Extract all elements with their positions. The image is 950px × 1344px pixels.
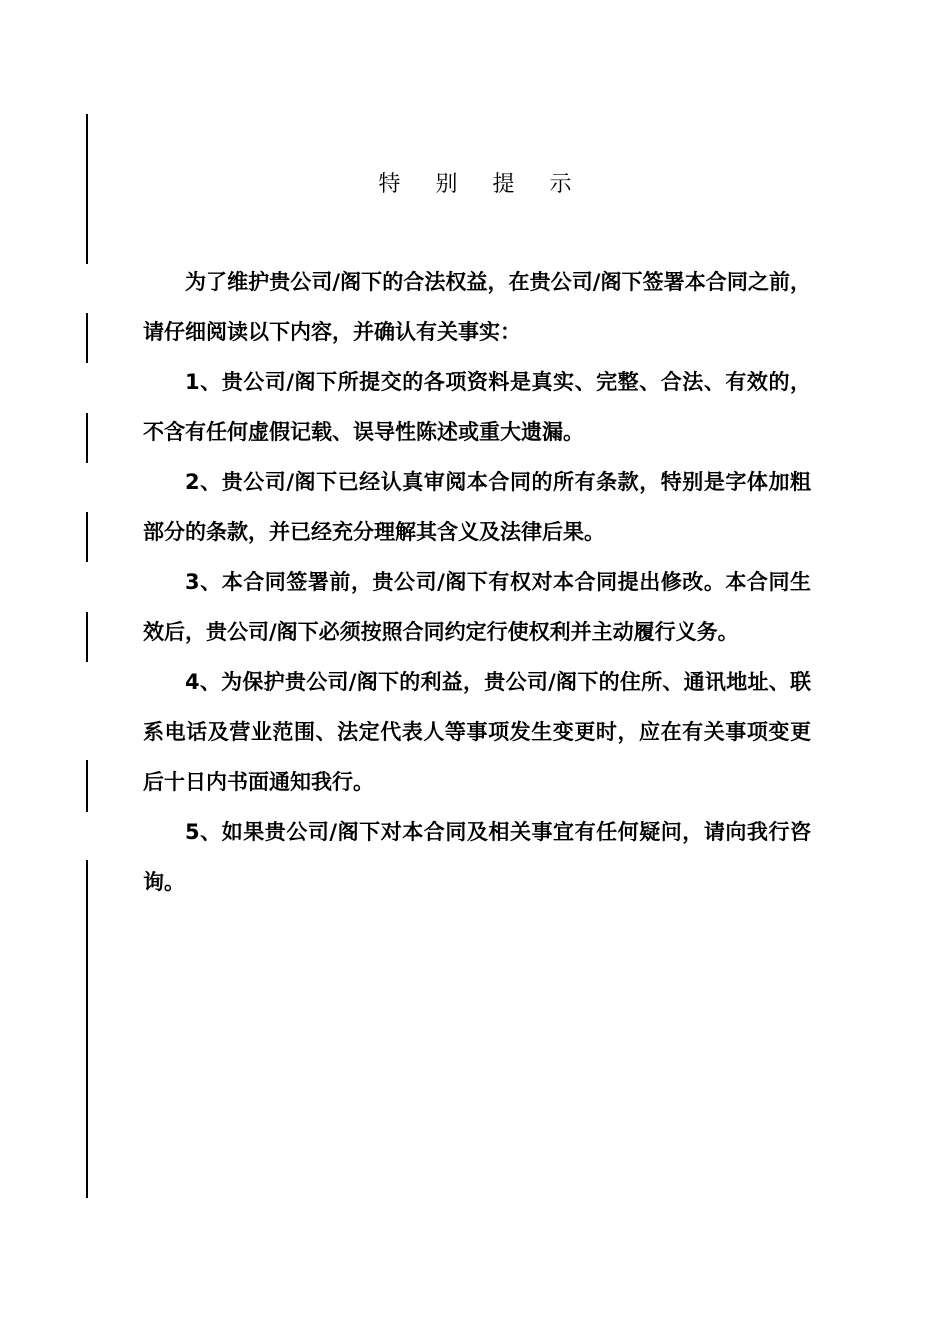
- revision-bar: [86, 313, 88, 363]
- notice-item-4: 4、为保护贵公司/阁下的利益，贵公司/阁下的住所、通讯地址、联系电话及营业范围、法定代表人等事项发生变更时，应在有关事项变更后十日内书面通知我行。: [143, 670, 811, 794]
- notice-item-2: 2、贵公司/阁下已经认真审阅本合同的所有条款，特别是字体加粗部分的条款，并已经充分理解其含义及法律后果。: [143, 470, 811, 544]
- revision-bar: [86, 760, 88, 812]
- notice-item-1: 1、贵公司/阁下所提交的各项资料是真实、完整、合法、有效的，不含有任何虚假记载、误导性陈述或重大遗漏。: [143, 370, 811, 444]
- revision-bar: [86, 413, 88, 463]
- notice-item-5: 5、如果贵公司/阁下对本合同及相关事宜有任何疑问，请向我行咨询。: [143, 820, 811, 894]
- revision-bar: [86, 512, 88, 562]
- notice-item-3: 3、本合同签署前，贵公司/阁下有权对本合同提出修改。本合同生效后，贵公司/阁下必须按照合同约定行使权利并主动履行义务。: [143, 570, 811, 644]
- revision-bar: [86, 612, 88, 662]
- page-title: 特 别 提 示: [378, 172, 586, 197]
- notice-body: [143, 257, 811, 907]
- intro-paragraph: 为了维护贵公司/阁下的合法权益，在贵公司/阁下签署本合同之前，请仔细阅读以下内容，并确认有关事实：: [143, 270, 811, 344]
- revision-bar: [86, 860, 88, 1198]
